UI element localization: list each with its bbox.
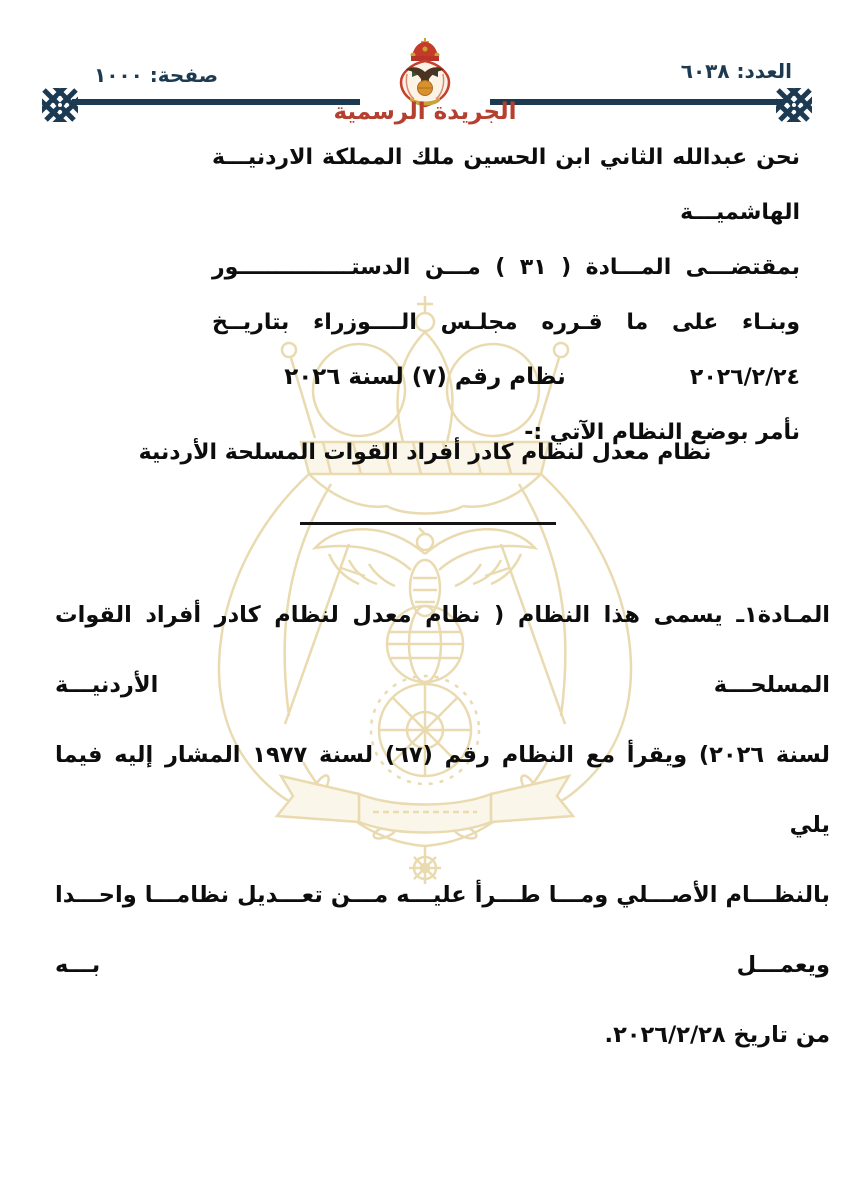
preamble-line: نأمر بوضع النظام الآتي :- [524,420,800,445]
article-line: لسنة ٢٠٢٦) ويقرأ مع النظام رقم (٦٧) لسنة ١٩٧٧ المشار إليه فيما يلي [55,742,831,838]
decree-subtitle: نظام معدل لنظام كادر أفراد القوات المسلحة الأردنية [138,440,712,465]
royal-preamble [212,130,800,460]
preamble-line: بمقتضـــى المـــادة ( ٣١ ) مـــن الدستـــــــــــــــور [212,255,800,280]
page-number-label: صفحة: ١٠٠٠ [94,63,219,87]
preamble-line: نحن عبدالله الثاني ابن الحسين ملك المملكة الاردنيـــة الهاشميـــة [212,145,800,225]
preamble-line: وبنـاء على ما قـرره مجلـس الــــوزراء بتاريــخ ٢٠٢٦/٢/٢٤ [212,310,800,390]
article-line: المـادة١ـ يسمى هذا النظام ( نظام معدل لنظام كادر أفراد القوات المسلحـــة الأردنيـــة [55,602,830,698]
article-line: بالنظـــام الأصـــلي ومـــا طـــرأ عليـــه مـــن تعـــديل نظامـــا واحـــدا ويعمـــل بـــه [55,882,830,978]
title-divider [300,522,556,525]
issue-number-label: العدد: ٦٠٣٨ [680,59,792,83]
decree-title: نظام رقم (٧) لسنة ٢٠٢٦ [284,364,566,390]
article-line: من تاريخ ٢٠٢٦/٢/٢٨. [604,1022,830,1048]
article-text [55,580,830,1070]
masthead-title: الجريدة الرسمية [333,99,517,125]
